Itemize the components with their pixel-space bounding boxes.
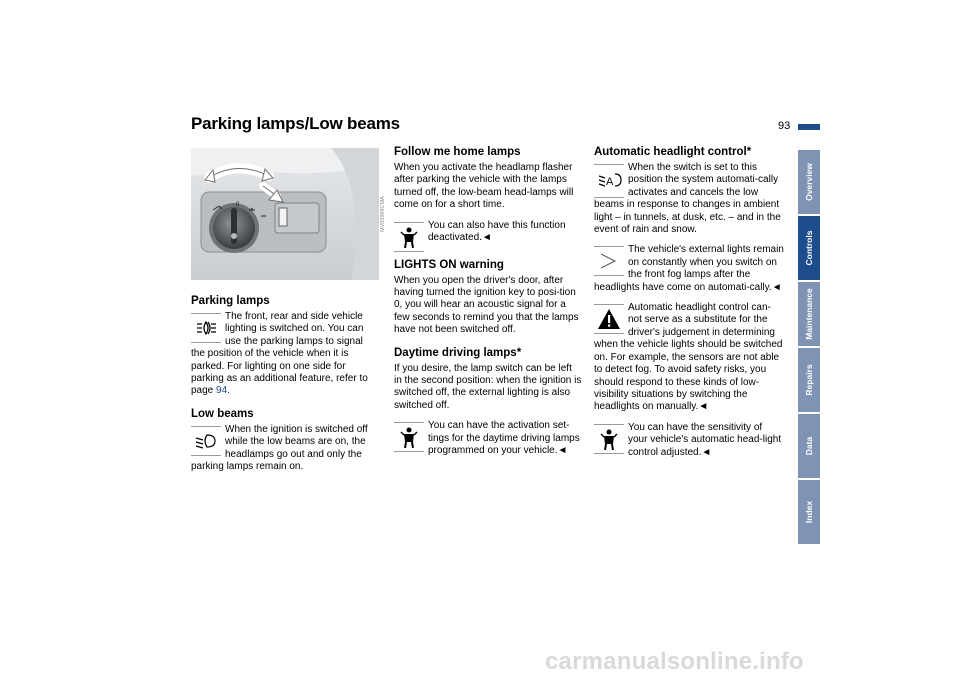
parking-lamps-text: The front, rear and side vehicle lighting is switched on. You can use the parking lamps to signal the position of the vehicle when it is parked. For lighting on one side for parking as an additional feature, refer to page 94. — [191, 311, 368, 397]
arrow-indicator-icon — [594, 246, 624, 276]
page-marker — [798, 124, 820, 130]
page-94-link[interactable]: 94 — [216, 385, 228, 397]
tab-index[interactable]: Index — [798, 480, 820, 544]
follow-me-home-note — [394, 220, 582, 252]
auto-headlight-section — [594, 162, 784, 236]
external-lights-note — [594, 244, 784, 294]
auto-headlight-icon — [594, 164, 624, 198]
daytime-driving-lamps-heading: Daytime driving lamps* — [394, 346, 522, 359]
page-title: Parking lamps/Low beams — [191, 114, 400, 133]
follow-me-home-heading: Follow me home lamps — [394, 146, 521, 158]
image-code: MV03989CMA — [380, 196, 386, 232]
follow-me-home-text: When you activate the headlamp flasher after parking the vehicle with the lamps turned off, the low-beam head-lamps will come on for a short time. — [394, 162, 574, 211]
sensitivity-text: You can have the sensitivity of your vehicle's automatic head-light control adjusted.◄ — [628, 421, 782, 458]
follow-me-home-note-text: You can also have this function deactivated.◄ — [428, 219, 566, 244]
parking-lamps-heading: Parking lamps — [191, 295, 270, 307]
column-2 — [394, 145, 582, 458]
parking-lamp-icon — [191, 313, 221, 343]
auto-headlight-text: When the switch is set to this position the system automati-cally activates and cancels the low beams in response to changes in ambient light – in tunnels, at dusk, etc. – and in the event of rain and snow. — [594, 162, 781, 236]
light-switch-photo — [191, 148, 379, 280]
column-1 — [191, 294, 379, 473]
side-tabs — [798, 150, 820, 546]
service-technician-icon — [594, 424, 624, 454]
warning-triangle-icon — [594, 304, 624, 334]
switch-position-0: 0 — [236, 202, 240, 208]
tab-repairs[interactable]: Repairs — [798, 348, 820, 412]
low-beam-icon — [191, 426, 221, 456]
tab-overview[interactable]: Overview — [798, 150, 820, 214]
svg-text:A: A — [606, 176, 614, 188]
daytime-driving-note — [394, 420, 582, 457]
lights-on-warning-heading: LIGHTS ON warning — [394, 258, 504, 271]
column-3 — [594, 145, 784, 459]
low-beams-text: When the ignition is switched off while the low beams are on, the headlamps go out and only the parking lamps remain on. — [191, 423, 368, 473]
tab-controls[interactable]: Controls — [798, 216, 820, 280]
sensitivity-note — [594, 422, 784, 459]
low-beams-heading: Low beams — [191, 407, 254, 420]
warning-text: Automatic headlight control can-not serve as a substitute for the driver's judgement in determining when the vehicle lights should be switched on. For example, the sensors are not able to detect fog. To avoid safety risks, you should respond to these kinds of low-visibility situations by switching the headlights on manually.◄ — [594, 302, 783, 413]
daytime-driving-note-text: You can have the activation set-tings for the daytime driving lamps programmed on your vehicle.◄ — [428, 420, 580, 457]
automatic-headlight-heading: Automatic headlight control* — [594, 146, 752, 158]
service-technician-icon — [394, 422, 424, 452]
tab-data[interactable]: Data — [798, 414, 820, 478]
daytime-driving-lamps-text: If you desire, the lamp switch can be left in the second position: when the ignition is switched off, the external lighting is also switched off. — [394, 362, 582, 411]
low-beams-section — [191, 424, 379, 474]
page-number: 93 — [778, 120, 791, 132]
tab-maintenance[interactable]: Maintenance — [798, 282, 820, 346]
service-technician-icon — [394, 222, 424, 252]
warning-note — [594, 302, 784, 414]
lights-on-warning-text: When you open the driver's door, after having turned the ignition key to posi-tion 0, you will hear an acoustic signal for a few seconds to remind you that the lamps have not been switched off. — [394, 274, 579, 336]
parking-lamps-section — [191, 311, 379, 398]
watermark: carmanualsonline.info — [545, 648, 804, 675]
external-lights-text: The vehicle's external lights remain on constantly when you switch on the front fog lamps after the headlights have come on automati-cally.◄ — [594, 244, 784, 293]
